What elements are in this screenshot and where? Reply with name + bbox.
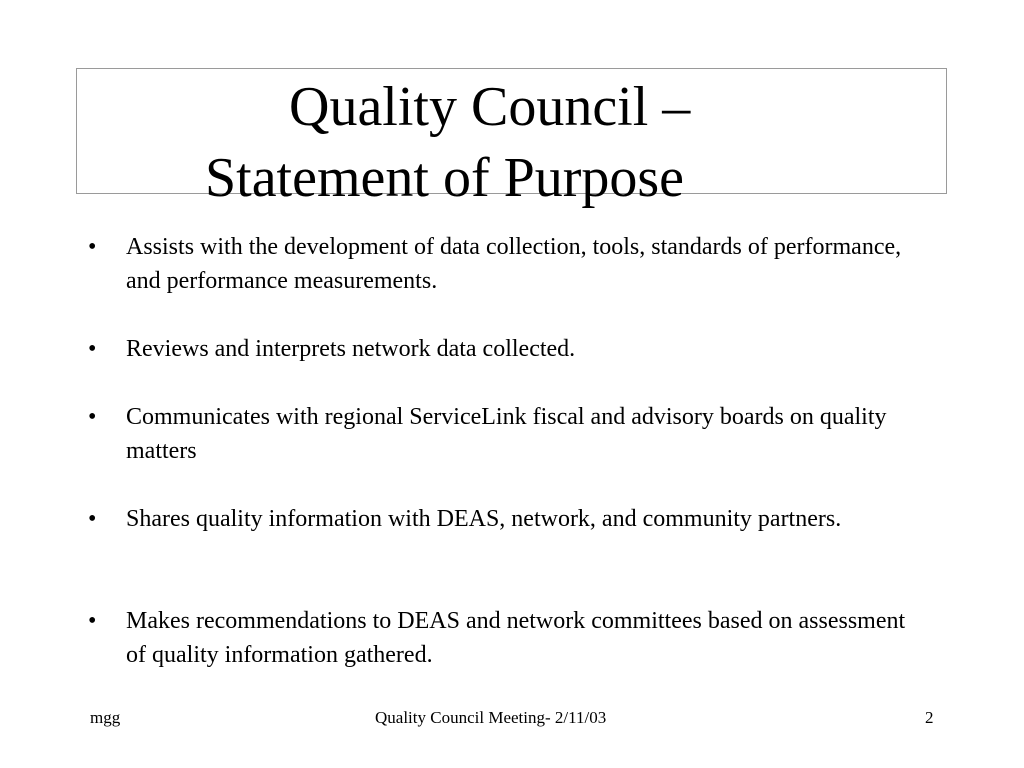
footer-author: mgg (90, 708, 121, 727)
slide-title-line-1: Quality Council – (289, 76, 691, 138)
footer-meeting-title: Quality Council Meeting- 2/11/03 (375, 708, 607, 727)
bullet-item (88, 502, 928, 536)
bullet-item (88, 400, 928, 468)
bullet-item (88, 332, 928, 366)
bullet-text: Makes recommendations to DEAS and network committees based on assessment of quality information gathered. (126, 608, 906, 668)
bullet-text: Shares quality information with DEAS, network, and community partners. (126, 506, 842, 532)
bullet-item (88, 604, 928, 672)
bullet-text: Reviews and interprets network data collected. (126, 336, 576, 362)
slide-title-line-2: Statement of Purpose (205, 147, 685, 209)
bullet-marker: • (88, 336, 97, 362)
bullet-text: Communicates with regional ServiceLink fiscal and advisory boards on quality matters (126, 404, 887, 464)
bullet-marker: • (88, 234, 97, 260)
bullet-marker: • (88, 404, 97, 430)
bullet-item (88, 230, 928, 298)
bullet-marker: • (88, 506, 97, 532)
bullet-text: Assists with the development of data collection, tools, standards of performance, and performance measurements. (126, 234, 902, 294)
bullet-marker: • (88, 608, 97, 634)
footer-page-number: 2 (925, 708, 934, 727)
